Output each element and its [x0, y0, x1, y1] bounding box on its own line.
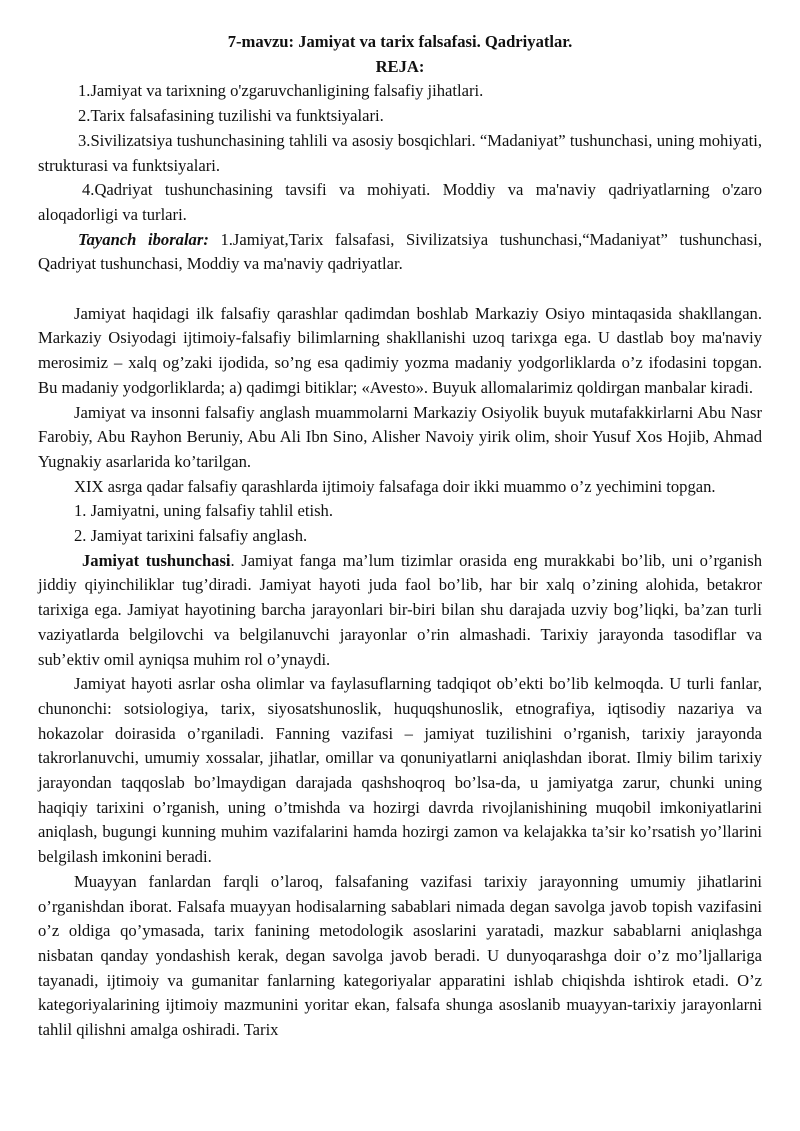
plan-item-3: 3.Sivilizatsiya tushunchasining tahlili va asosiy bosqichlari. “Madaniyat” tushunchasi, uning mohiyati, strukturasi va funktsiyalari.	[38, 130, 762, 175]
paragraph-1: Jamiyat haqidagi ilk falsafiy qarashlar qadimdan boshlab Markaziy Osiyo mintaqasida shakllangan. Markaziy Osiyodagi ijtimoiy-falsafiy bilimlarning shakllanishi uzoq tarixga ega. U dastlab boy ma'naviy merosimiz – xalq og’zaki ijodida, so’ng esa qadimiy yozma madaniy yodgorliklarda o’z ifodasini topgan. Bu madaniy yodgorliklarda; a) qadimgi bitiklar; «Avesto». Buyuk allomalarimiz qoldirgan manbalar kiradi.	[38, 303, 762, 397]
document-page	[38, 30, 762, 1043]
paragraph-4-term: Jamiyat tushunchasi	[82, 550, 231, 570]
plan-heading: REJA:	[375, 56, 425, 76]
paragraph-3: XIX asrga qadar falsafiy qarashlarda ijtimoiy falsafaga doir ikki muammo o’z yechimini topgan.	[74, 476, 716, 496]
blank-line	[38, 277, 762, 302]
list-item-2: 2. Jamiyat tarixini falsafiy anglash.	[74, 526, 308, 546]
paragraph-2: Jamiyat va insonni falsafiy anglash muammolarni Markaziy Osiyolik buyuk mutafakkirlarni Abu Nasr Farobiy, Abu Rayhon Beruniy, Abu Ali Ibn Sino, Alisher Navoiy yirik olim, shoir Yusuf Xos Hojib, Ahmad Yugnakiy asarlarida ko’tarilgan.	[38, 402, 762, 471]
plan-item-1: 1.Jamiyat va tarixning o'zgaruvchanligining falsafiy jihatlari.	[78, 81, 484, 101]
plan-item-2: 2.Tarix falsafasining tuzilishi va funktsiyalari.	[78, 106, 384, 126]
paragraph-6: Muayyan fanlardan farqli o’laroq, falsafaning vazifasi tarixiy jarayonning umumiy jihatlarini o’rganishdan iborat. Falsafa muayyan hodisalarning sabablari nimada degan savolga javob topish vazifasini o’z oldiga qo’ymasada, tarix fanining metodologik asoslarini yaratadi, mazkur sabablarni aniqlashga nisbatan qanday yondashish kerak, degan savolga javob beradi. U dunyoqarashga doir o’z mo’ljallariga tayanadi, ijtimoiy va gumanitar fanlarning kategoriyalar apparatini ishlab chiqishda ishtirok etadi. O’z kategoriyalarining ijtimoiy mazmunini yoritar ekan, falsafa shunga asoslanib muayyan-tarixiy jarayonlarni tahlil qilishni amalga oshiradi. Tarix	[38, 871, 762, 1040]
keywords-paragraph	[38, 228, 762, 277]
document-title: 7-mavzu: Jamiyat va tarix falsafasi. Qadriyatlar.	[227, 32, 573, 51]
paragraph-5: Jamiyat hayoti asrlar osha olimlar va faylasuflarning tadqiqot ob’ekti bo’lib kelmoqda. U turli fanlar, chunonchi: sotsiologiya, tarix, siyosatshunoslik, huquqshunoslik, etnografiya, iqtisodiy nazariya va hokazolar doirasida o’rganiladi. Fanning vazifasi – jamiyat tuzilishini o’rganish, tarixiy jarayonda takrorlanuvchi, umumiy xossalar, jihatlar, omillar va qonuniyatlarni aniqlashdan iborat. Ilmiy bilim tarixiy jarayondan taqqoslab bo’lmaydigan darajada qashshoqroq bo’lsa-da, u jamiyatga zarur, chunki uning haqiqiy tarixini o’rganish, uning o’tmishda va hozirgi davrda rivojlanishining muqobil imkoniyatlarini aniqlash, bugungi kunning muhim vazifalarini hamda hozirgi zamon va kelajakka ta’sir ko’rsatish yo’llarini belgilash imkonini beradi.	[38, 674, 762, 867]
keywords-text: 1.Jamiyat,Tarix falsafasi, Sivilizatsiya tushunchasi,“Madaniyat” tushunchasi, Qadriyat tushunchasi, Moddiy va ma'naviy qadriyatlar.	[38, 229, 762, 274]
paragraph-4-text: . Jamiyat fanga ma’lum tizimlar orasida eng murakkabi bo’lib, uni o’rganish jiddiy qiyinchiliklar tug’diradi. Jamiyat hayoti juda faol bo’lib, har bir xalq o’zining alohida, betakror tarixiga ega. Jamiyat hayotining barcha jarayonlari bir-biri bilan shu darajada uzviy bog’liqki, ba’zan turli vaziyatlarda belgilovchi va belgilanuvchi jarayonlar o’rin almashadi. Tarixiy jarayonda tasodiflar va sub’ektiv omil ayniqsa muhim rol o’ynaydi.	[38, 550, 762, 669]
keywords-label: Tayanch iboralar:	[78, 229, 209, 249]
paragraph-4	[38, 549, 762, 673]
plan-item-4: 4.Qadriyat tushunchasining tavsifi va mohiyati. Moddiy va ma'naviy qadriyatlarning o'zaro aloqadorligi va turlari.	[38, 180, 762, 224]
list-item-1: 1. Jamiyatni, uning falsafiy tahlil etish.	[74, 501, 334, 521]
